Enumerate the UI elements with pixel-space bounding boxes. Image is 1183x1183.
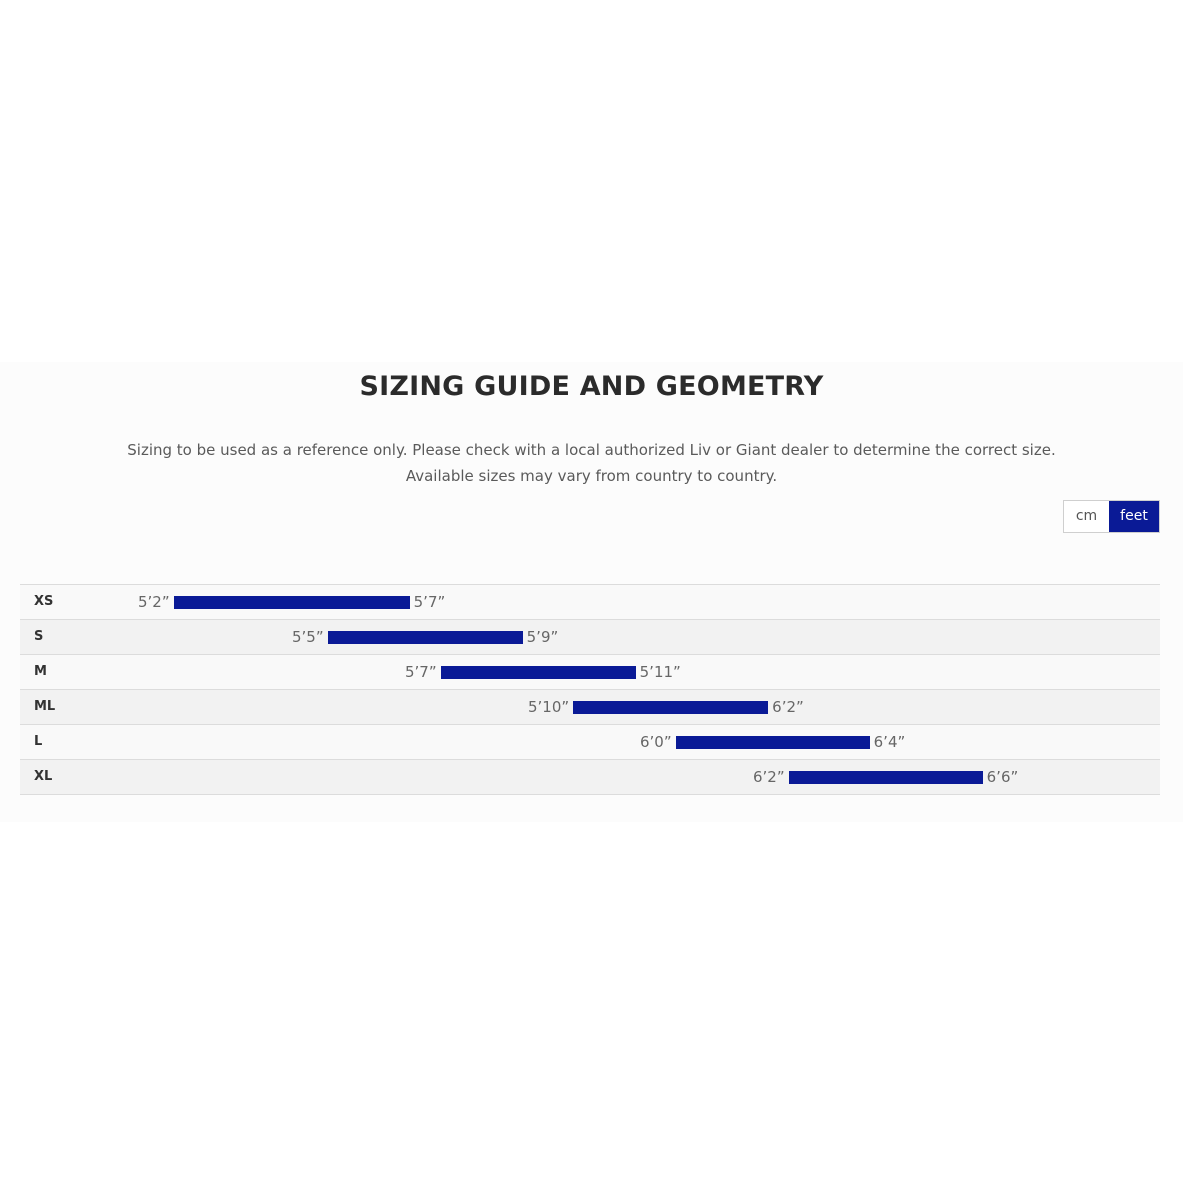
size-label: M <box>34 664 47 679</box>
range-max-label: 5’7” <box>413 593 446 611</box>
size-row-ml <box>20 690 1160 725</box>
height-range-bar <box>441 666 636 679</box>
height-range <box>405 655 681 689</box>
range-min-label: 5’10” <box>528 698 570 716</box>
range-max-label: 6’6” <box>986 768 1019 786</box>
range-min-label: 5’2” <box>138 593 170 611</box>
height-range <box>753 760 1018 794</box>
size-label: S <box>34 629 44 644</box>
range-min-label: 6’2” <box>753 768 785 786</box>
height-range-bar <box>174 596 410 609</box>
size-label: XS <box>34 594 54 609</box>
height-range-bar <box>789 771 983 784</box>
height-range <box>138 585 445 619</box>
height-range-bar <box>676 736 870 749</box>
unit-cm-button[interactable]: cm <box>1064 501 1109 532</box>
size-label: L <box>34 734 43 749</box>
height-range <box>640 725 905 759</box>
range-max-label: 5’9” <box>526 628 559 646</box>
range-max-label: 5’11” <box>639 663 681 681</box>
height-range <box>528 690 804 724</box>
height-range-bar <box>328 631 523 644</box>
size-label: ML <box>34 699 56 714</box>
height-range <box>292 620 558 654</box>
size-row-xl <box>20 760 1160 795</box>
range-max-label: 6’4” <box>873 733 906 751</box>
page-title: SIZING GUIDE AND GEOMETRY <box>359 371 824 402</box>
size-row-s <box>20 620 1160 655</box>
size-chart-table <box>20 584 1160 795</box>
range-min-label: 5’7” <box>405 663 437 681</box>
sizing-disclaimer: Sizing to be used as a reference only. Please check with a local authorized Liv or Giant dealer to determine the correct size. <box>127 441 1056 459</box>
size-row-l <box>20 725 1160 760</box>
size-row-xs <box>20 585 1160 620</box>
size-label: XL <box>34 769 53 784</box>
availability-note: Available sizes may vary from country to country. <box>405 467 778 485</box>
range-max-label: 6’2” <box>772 698 804 716</box>
height-range-bar <box>573 701 768 714</box>
range-min-label: 6’0” <box>640 733 672 751</box>
unit-toggle <box>1063 500 1160 533</box>
range-min-label: 5’5” <box>292 628 324 646</box>
unit-feet-button[interactable]: feet <box>1109 501 1159 532</box>
size-row-m <box>20 655 1160 690</box>
